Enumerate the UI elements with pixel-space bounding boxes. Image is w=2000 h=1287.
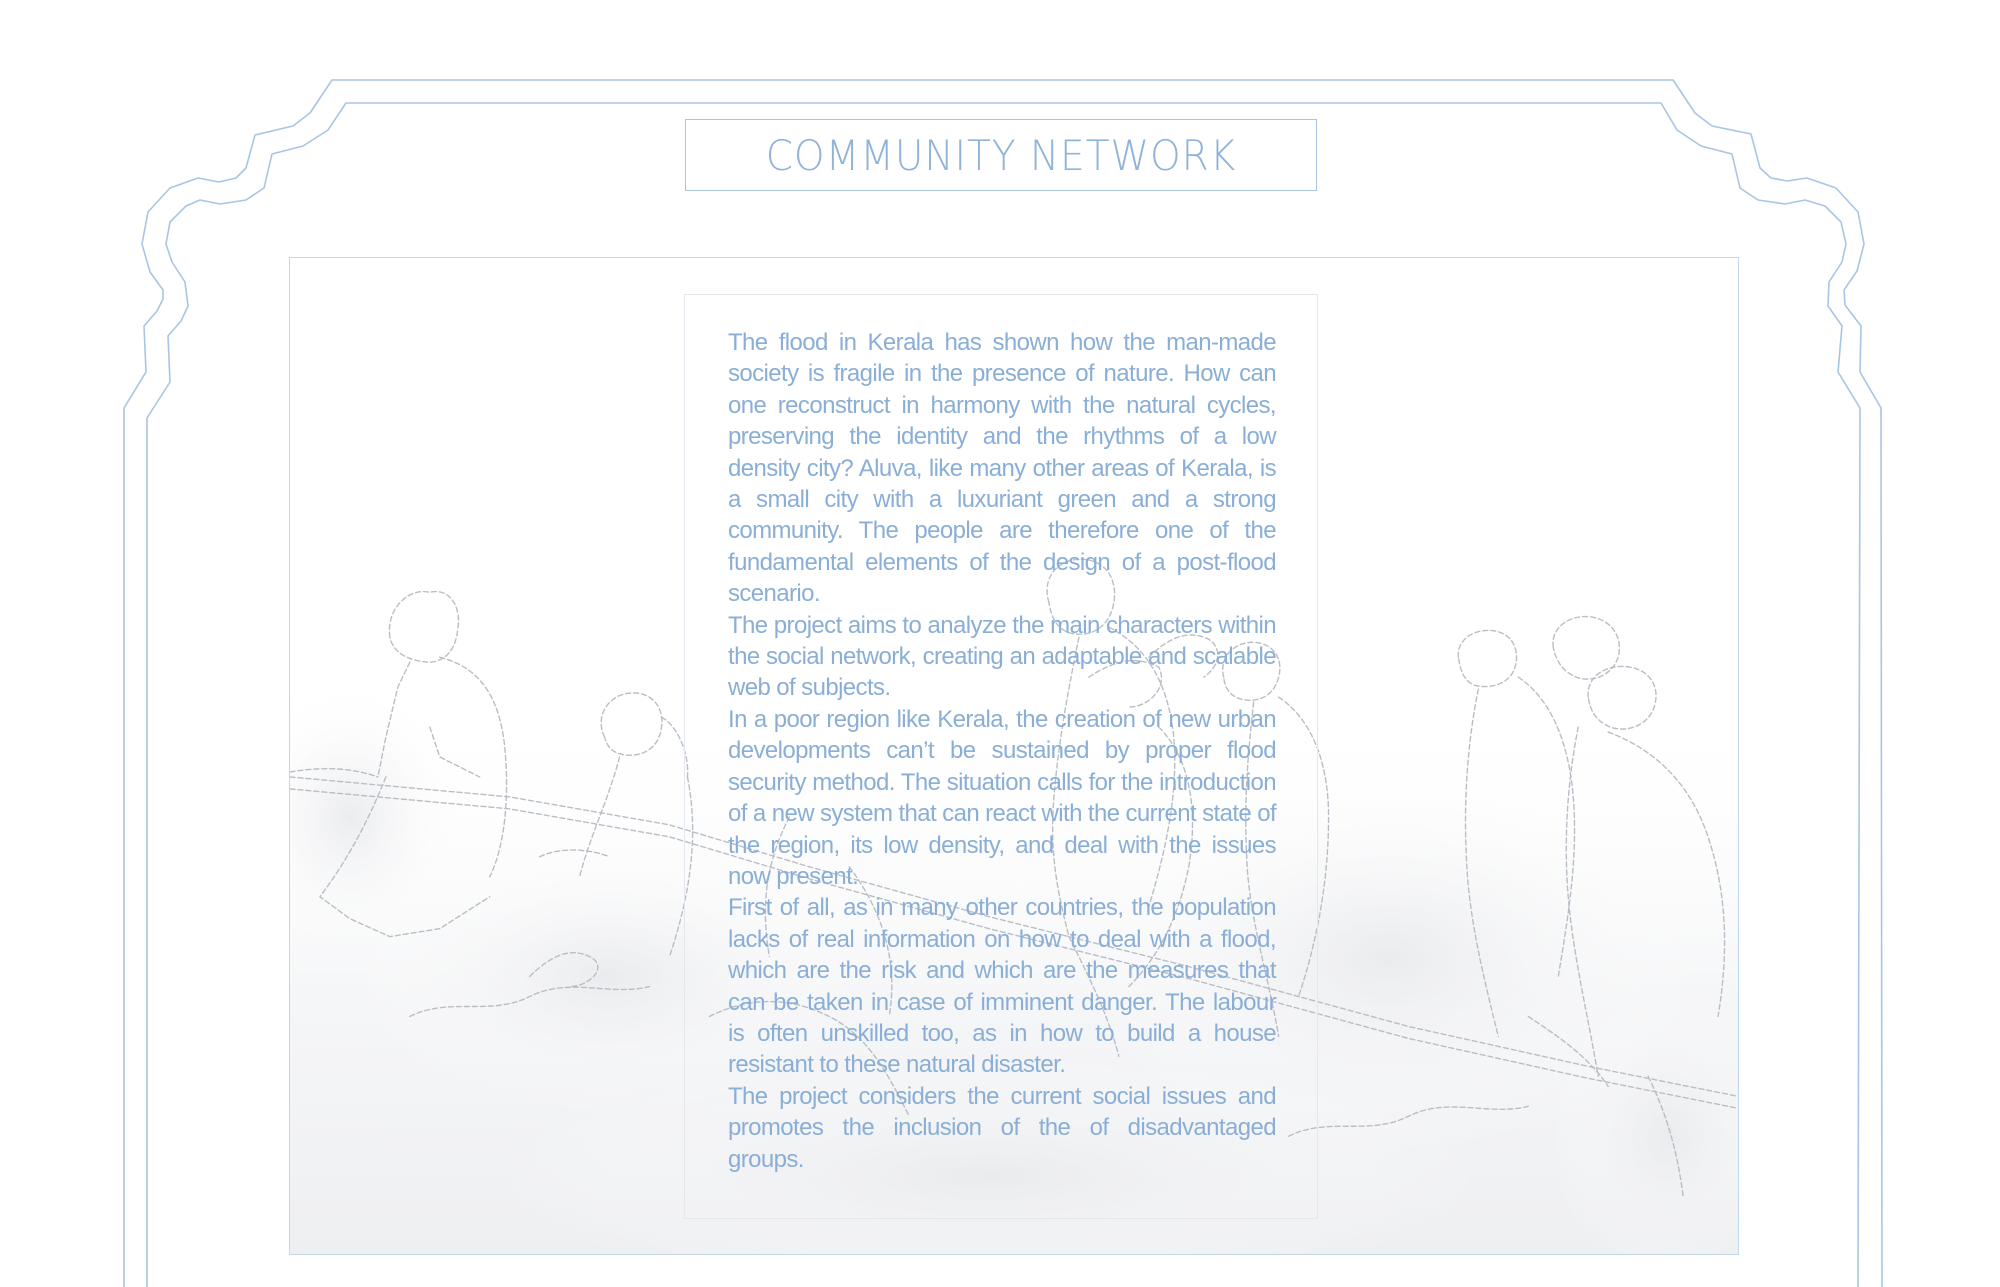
paragraph-information: First of all, as in many other countries, the population lacks of real information on how to deal with a flood, which are the risk and which are the measures that can be taken in case of imminent danger. The labour is often unskilled too, as in how to build a house resistant to these natural disaster. [728,894,1276,1079]
paragraph-intro: The flood in Kerala has shown how the man-made society is fragile in the presence of nature. How can one reconstruct in harmony with the natural cycles, preserving the identity and the rhythms of a low density city? Aluva, like many other areas of Kerala, is a small city with a luxuriant green and a strong community. The people are therefore one of the fundamental elements of the design of a post-flood scenario. [728,329,1276,608]
page-title: COMMUNITY NETWORK [765,130,1237,180]
paragraph-aims: The project aims to analyze the main characters within the social network, creating an adaptable and scalable web of subjects. [728,611,1276,702]
paragraph-region: In a poor region like Kerala, the creation of new urban developments can’t be sustained by proper flood security method. The situation calls for the introduction of a new system that can react with the current state of the region, its low density, and deal with the issues now present. [728,705,1277,890]
paragraph-inclusion: The project considers the current social issues and promotes the inclusion of the of disadvantaged groups. [728,1082,1276,1173]
body-text [728,327,1276,1175]
title-box [685,119,1317,191]
